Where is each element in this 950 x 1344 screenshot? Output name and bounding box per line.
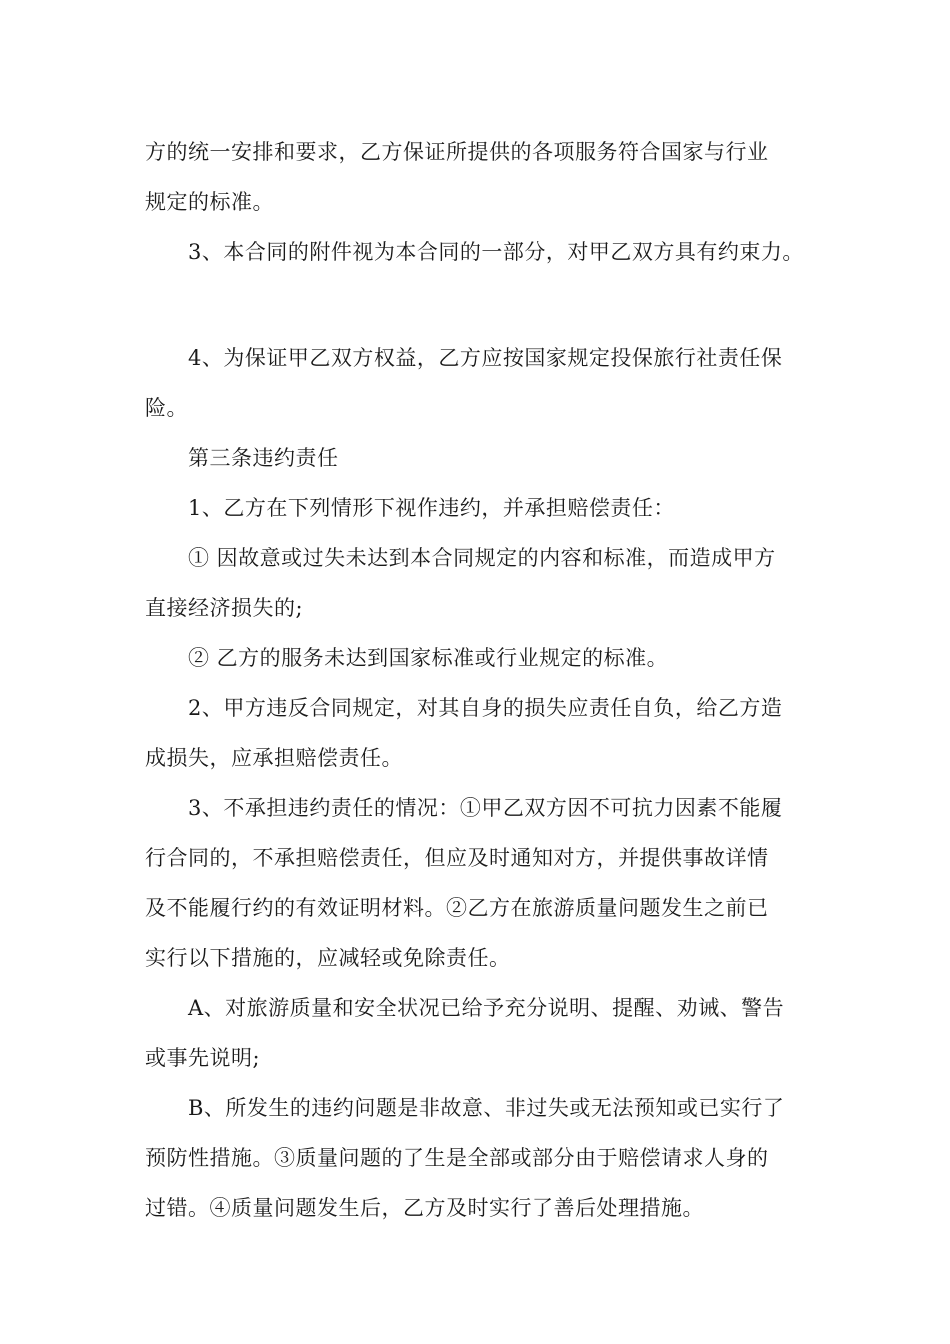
text-line: 3、本合同的附件视为本合同的一部分，对甲乙双方具有约束力。 [188, 240, 804, 264]
text-line: 直接经济损失的; [145, 596, 304, 620]
paragraph-clause-3-exemptions [145, 783, 810, 983]
paragraph-clause-4-insurance [145, 333, 810, 433]
text-line: 过错。④质量问题发生后，乙方及时实行了善后处理措施。 [145, 1196, 704, 1220]
text-line: 3、不承担违约责任的情况：①甲乙双方因不可抗力因素不能履 [188, 796, 783, 820]
paragraph-gap [145, 277, 810, 333]
text-line: 险。 [145, 396, 188, 420]
paragraph-item-1-loss [145, 533, 810, 633]
text-line: 方的统一安排和要求，乙方保证所提供的各项服务符合国家与行业 [145, 140, 769, 164]
paragraph-service-standards [145, 127, 810, 227]
paragraph-item-a [145, 983, 810, 1083]
text-line: 实行以下措施的，应减轻或免除责任。 [145, 946, 511, 970]
text-line: ① 因故意或过失未达到本合同规定的内容和标准，而造成甲方 [188, 546, 776, 570]
text-line: A、对旅游质量和安全状况已给予充分说明、提醒、劝诫、警告 [188, 996, 785, 1020]
heading-text: 第三条违约责任 [188, 446, 339, 470]
text-line: 1、乙方在下列情形下视作违约，并承担赔偿责任： [188, 496, 675, 520]
text-line: 或事先说明; [145, 1046, 261, 1070]
text-line: B、所发生的违约问题是非故意、非过失或无法预知或已实行了 [188, 1096, 785, 1120]
text-line: 预防性措施。③质量问题的了生是全部或部分由于赔偿请求人身的 [145, 1146, 769, 1170]
text-line: 规定的标准。 [145, 190, 274, 214]
paragraph-item-b [145, 1083, 810, 1233]
text-line: 成损失，应承担赔偿责任。 [145, 746, 403, 770]
paragraph-clause-1-breach [145, 483, 810, 533]
paragraph-item-2-standards [145, 633, 810, 683]
text-line: ② 乙方的服务未达到国家标准或行业规定的标准。 [188, 646, 669, 670]
text-line: 2、甲方违反合同规定，对其自身的损失应责任自负，给乙方造 [188, 696, 783, 720]
text-line: 及不能履行约的有效证明材料。②乙方在旅游质量问题发生之前已 [145, 896, 769, 920]
text-line: 行合同的，不承担赔偿责任，但应及时通知对方，并提供事故详情 [145, 846, 769, 870]
paragraph-clause-3-attachments [145, 227, 810, 277]
document-body [145, 127, 810, 1233]
text-line: 4、为保证甲乙双方权益，乙方应按国家规定投保旅行社责任保 [188, 346, 783, 370]
paragraph-clause-2-party-a [145, 683, 810, 783]
section-heading-breach-liability [145, 433, 810, 483]
